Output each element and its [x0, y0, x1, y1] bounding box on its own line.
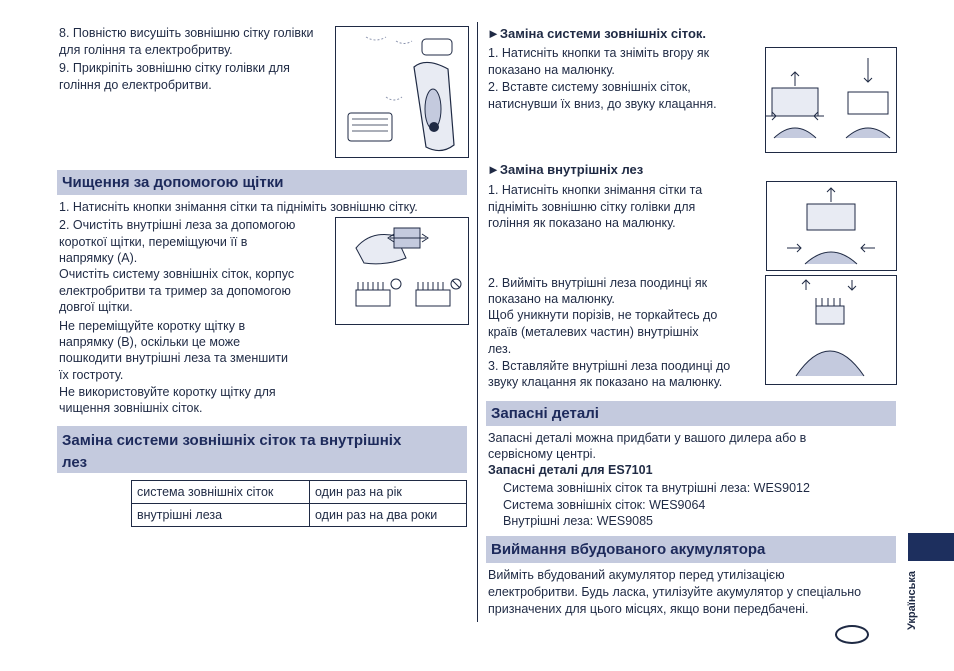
intro-line: гоління до електробритви. [59, 78, 212, 92]
table-cell: один раз на два роки [310, 504, 467, 527]
spare-line: Запасні деталі можна придбати у вашого дилера або в [488, 431, 807, 445]
intro-line: 9. Прикріпіть зовнішню сітку голівки для [59, 61, 290, 75]
inner-blade-figure [765, 275, 897, 385]
battery-line: електробритви. Будь ласка, утилізуйте акумулятор у спеціально [488, 585, 862, 599]
inner-line: підніміть зовнішню сітку голівки для [488, 200, 696, 214]
replacement-interval-table [131, 480, 467, 527]
brush-caution-line: чищення зовнішніх сіток. [59, 401, 203, 415]
brush-caution-line: напрямку (B), оскільки це може [59, 335, 241, 349]
shaver-illustration-icon [336, 27, 468, 157]
inner-line: показано на малюнку. [488, 292, 615, 306]
language-label-box [900, 568, 928, 632]
language-label: Українська [906, 570, 918, 630]
spare-part-item: Система зовнішніх сіток та внутрішні леза: WES9012 [503, 481, 810, 495]
inner-caution-line: країв (металевих частин) внутрішніх [488, 325, 699, 339]
spare-line: сервісному центрі. [488, 447, 596, 461]
battery-line: Вийміть вбудований акумулятор перед утилізацією [488, 568, 785, 582]
outer-replace-subheading: ►Заміна системи зовнішніх сіток. [487, 26, 707, 41]
intro-line: для гоління та електробритву. [59, 43, 233, 57]
table-cell: внутрішні леза [132, 504, 310, 527]
spare-parts-heading: Запасні деталі [486, 401, 896, 426]
outer-line: 1. Натисніть кнопки та зніміть вгору як [488, 46, 710, 60]
inner-caution-line: лез. [488, 342, 512, 356]
brush-line: електробритви та тример за допомогою [59, 284, 291, 298]
column-divider [477, 22, 478, 622]
brush-line: 2. Очистіть внутрішні леза за допомогою [59, 218, 296, 232]
outer-frame-icon [766, 48, 896, 152]
brush-line: 1. Натисніть кнопки знімання сітки та підніміть зовнішню сітку. [59, 200, 418, 214]
brush-cleaning-figure [335, 217, 469, 325]
brush-line: напрямку (A). [59, 251, 138, 265]
table-row [132, 504, 467, 527]
battery-removal-heading: Виймання вбудованого акумулятора [486, 536, 896, 563]
spare-part-item: Внутрішні леза: WES9085 [503, 514, 654, 528]
intro-line: 8. Повністю висушіть зовнішню сітку голівки [59, 26, 314, 40]
inner-line: гоління як показано на малюнку. [488, 216, 676, 230]
outer-frame-replace-figure [765, 47, 897, 153]
battery-line: призначених для цього місцях, якщо вони передбачені. [488, 602, 809, 616]
inner-line: 2. Вийміть внутрішні леза поодинці як [488, 276, 708, 290]
brush-section-heading: Чищення за допомогою щітки [57, 170, 467, 195]
inner-line: 3. Вставляйте внутрішні леза поодинці до [488, 359, 731, 373]
brush-caution-line: Не переміщуйте коротку щітку в [59, 319, 246, 333]
outer-line: 2. Вставте систему зовнішніх сіток, [488, 80, 691, 94]
inner-line: звуку клацання як показано на малюнку. [488, 375, 723, 389]
inner-blade-icon [766, 276, 896, 384]
inner-caution-line: Щоб уникнути порізів, не торкайтесь до [488, 308, 718, 322]
spare-part-item: Система зовнішніх сіток: WES9064 [503, 498, 706, 512]
frame-lift-figure [766, 181, 897, 271]
brush-caution-line: пошкодити внутрішні леза та зменшити [59, 351, 288, 365]
brush-line: довгої щітки. [59, 300, 133, 314]
brush-line: Очистіть систему зовнішніх сіток, корпус [59, 267, 295, 281]
page-number-oval [835, 625, 869, 644]
shaver-drying-figure [335, 26, 469, 158]
frame-lift-icon [767, 182, 896, 270]
spare-parts-subheading: Запасні деталі для ES7101 [488, 463, 653, 477]
brush-caution-line: Не використовуйте коротку щітку для [59, 385, 276, 399]
inner-replace-subheading: ►Заміна внутрішніх лез [487, 162, 644, 177]
table-cell: система зовнішніх сіток [132, 481, 310, 504]
outer-line: натиснувши їх вниз, до звуку клацання. [488, 97, 717, 111]
brush-caution-line: їх гостроту. [59, 368, 124, 382]
language-tab [908, 533, 954, 561]
table-row [132, 481, 467, 504]
replace-section-heading: Заміна системи зовнішніх сіток та внутрішніх лез [57, 426, 467, 473]
brush-line: короткої щітки, переміщуючи її в [59, 235, 248, 249]
outer-line: показано на малюнку. [488, 63, 615, 77]
inner-line: 1. Натисніть кнопки знімання сітки та [488, 183, 703, 197]
table-cell: один раз на рік [310, 481, 467, 504]
brush-illustration-icon [336, 218, 468, 324]
